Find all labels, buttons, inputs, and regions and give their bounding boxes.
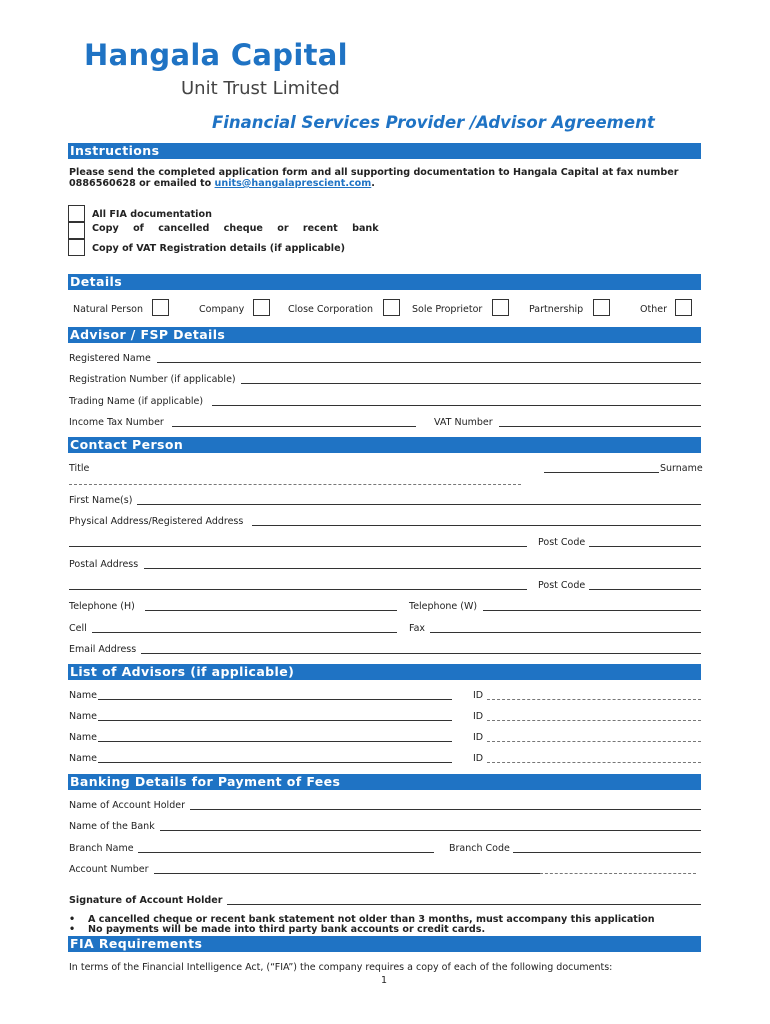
- bullet-1: •: [69, 914, 76, 925]
- note-third-party: No payments will be made into third party bank accounts or credit cards.: [88, 924, 486, 935]
- advisor-name-label-3: Name: [69, 732, 98, 743]
- signature-field[interactable]: [227, 904, 701, 905]
- document-title: Financial Services Provider /Advisor Agreement: [212, 113, 655, 132]
- physical-post-code-field[interactable]: [589, 546, 701, 547]
- vat-number-field[interactable]: [499, 426, 701, 427]
- advisor-id-field-4[interactable]: [487, 762, 701, 763]
- income-tax-label: Income Tax Number: [69, 417, 164, 428]
- surname-field[interactable]: [544, 472, 659, 473]
- branch-name-label: Branch Name: [69, 843, 134, 854]
- option-natural-person: Natural Person: [73, 304, 143, 315]
- option-partnership: Partnership: [529, 304, 584, 315]
- physical-address-field-2[interactable]: [69, 546, 527, 547]
- checkbox-sole-proprietor[interactable]: [492, 299, 509, 316]
- account-number-field-ext[interactable]: [540, 873, 696, 874]
- physical-post-code-label: Post Code: [538, 537, 586, 548]
- physical-address-label: Physical Address/Registered Address: [69, 516, 244, 527]
- branch-code-label: Branch Code: [449, 843, 510, 854]
- account-holder-label: Name of Account Holder: [69, 800, 185, 811]
- income-tax-field[interactable]: [172, 426, 416, 427]
- checkbox-partnership[interactable]: [593, 299, 610, 316]
- checkbox-other[interactable]: [675, 299, 692, 316]
- advisor-id-field-2[interactable]: [487, 720, 701, 721]
- instructions-text-line2-post: .: [371, 178, 375, 189]
- option-company: Company: [199, 304, 245, 315]
- checkbox-vat-registration[interactable]: [68, 239, 85, 256]
- checkbox-company[interactable]: [253, 299, 270, 316]
- branch-name-field[interactable]: [138, 852, 434, 853]
- signature-label: Signature of Account Holder: [69, 895, 223, 906]
- title-label: Title: [69, 463, 90, 474]
- cell-field[interactable]: [92, 632, 397, 633]
- cell-label: Cell: [69, 623, 87, 634]
- checkbox-natural-person[interactable]: [152, 299, 169, 316]
- checkbox-cancelled-cheque[interactable]: [68, 222, 85, 239]
- option-other: Other: [640, 304, 667, 315]
- title-field[interactable]: [69, 484, 521, 485]
- bullet-2: •: [69, 924, 76, 935]
- page-number: 1: [381, 975, 388, 986]
- email-link[interactable]: units@hangalaprescient.com: [214, 178, 372, 189]
- registered-name-label: Registered Name: [69, 353, 151, 364]
- fia-heading: FIA Requirements: [68, 936, 701, 952]
- email-address-label: Email Address: [69, 644, 137, 655]
- advisor-name-field-1[interactable]: [98, 699, 452, 700]
- advisor-id-field-1[interactable]: [487, 699, 701, 700]
- note-cheque: A cancelled cheque or recent bank statement not older than 3 months, must accompany this application: [88, 914, 655, 925]
- advisor-id-label-1: ID: [473, 690, 484, 701]
- checklist-item-cheque: Copy of cancelled cheque or recent bank: [92, 223, 379, 234]
- registration-number-field[interactable]: [241, 383, 701, 384]
- instructions-text-line1: Please send the completed application form and all supporting documentation to Hangala Capital at fax number: [69, 167, 679, 178]
- advisor-id-field-3[interactable]: [487, 741, 701, 742]
- instructions-heading: Instructions: [68, 143, 701, 159]
- advisor-heading: Advisor / FSP Details: [68, 327, 701, 343]
- company-logo-subtitle: Unit Trust Limited: [181, 78, 340, 99]
- advisor-name-field-4[interactable]: [98, 762, 452, 763]
- option-close-corporation: Close Corporation: [288, 304, 374, 315]
- option-sole-proprietor: Sole Proprietor: [412, 304, 483, 315]
- banking-heading: Banking Details for Payment of Fees: [68, 774, 701, 790]
- postal-address-field[interactable]: [144, 568, 701, 569]
- advisor-id-label-3: ID: [473, 732, 484, 743]
- email-address-field[interactable]: [141, 653, 701, 654]
- trading-name-label: Trading Name (if applicable): [69, 396, 204, 407]
- registered-name-field[interactable]: [157, 362, 701, 363]
- branch-code-field[interactable]: [513, 852, 701, 853]
- postal-post-code-label: Post Code: [538, 580, 586, 591]
- postal-address-label: Postal Address: [69, 559, 139, 570]
- registration-number-label: Registration Number (if applicable): [69, 374, 236, 385]
- advisors-list-heading: List of Advisors (if applicable): [68, 664, 701, 680]
- fia-text: In terms of the Financial Intelligence Act, (“FIA”) the company requires a copy of each of the following documents:: [69, 962, 613, 973]
- company-logo-name: Hangala Capital: [84, 38, 348, 72]
- surname-label: Surname: [660, 463, 703, 474]
- telephone-w-label: Telephone (W): [409, 601, 478, 612]
- advisor-name-label-4: Name: [69, 753, 98, 764]
- advisor-id-label-2: ID: [473, 711, 484, 722]
- telephone-h-field[interactable]: [145, 610, 397, 611]
- telephone-h-label: Telephone (H): [69, 601, 135, 612]
- postal-address-field-2[interactable]: [69, 589, 527, 590]
- advisor-name-field-2[interactable]: [98, 720, 452, 721]
- vat-number-label: VAT Number: [434, 417, 493, 428]
- first-names-label: First Name(s): [69, 495, 133, 506]
- advisor-id-label-4: ID: [473, 753, 484, 764]
- account-number-field[interactable]: [154, 873, 540, 874]
- telephone-w-field[interactable]: [483, 610, 701, 611]
- fax-field[interactable]: [430, 632, 701, 633]
- postal-post-code-field[interactable]: [589, 589, 701, 590]
- advisor-name-label-2: Name: [69, 711, 98, 722]
- advisor-name-field-3[interactable]: [98, 741, 452, 742]
- checklist-item-fia: All FIA documentation: [92, 209, 212, 220]
- checklist-item-vat: Copy of VAT Registration details (if applicable): [92, 243, 345, 254]
- trading-name-field[interactable]: [212, 405, 701, 406]
- checkbox-close-corporation[interactable]: [383, 299, 400, 316]
- physical-address-field[interactable]: [252, 525, 701, 526]
- account-holder-field[interactable]: [190, 809, 701, 810]
- contact-heading: Contact Person: [68, 437, 701, 453]
- checkbox-fia-documentation[interactable]: [68, 205, 85, 222]
- first-names-field[interactable]: [137, 504, 701, 505]
- account-number-label: Account Number: [69, 864, 149, 875]
- details-heading: Details: [68, 274, 701, 290]
- instructions-text-line2-pre: 0886560628 or emailed to: [69, 178, 215, 189]
- fax-label: Fax: [409, 623, 426, 634]
- bank-name-label: Name of the Bank: [69, 821, 155, 832]
- instructions-text-line2: [69, 178, 375, 189]
- bank-name-field[interactable]: [160, 830, 701, 831]
- advisor-name-label-1: Name: [69, 690, 98, 701]
